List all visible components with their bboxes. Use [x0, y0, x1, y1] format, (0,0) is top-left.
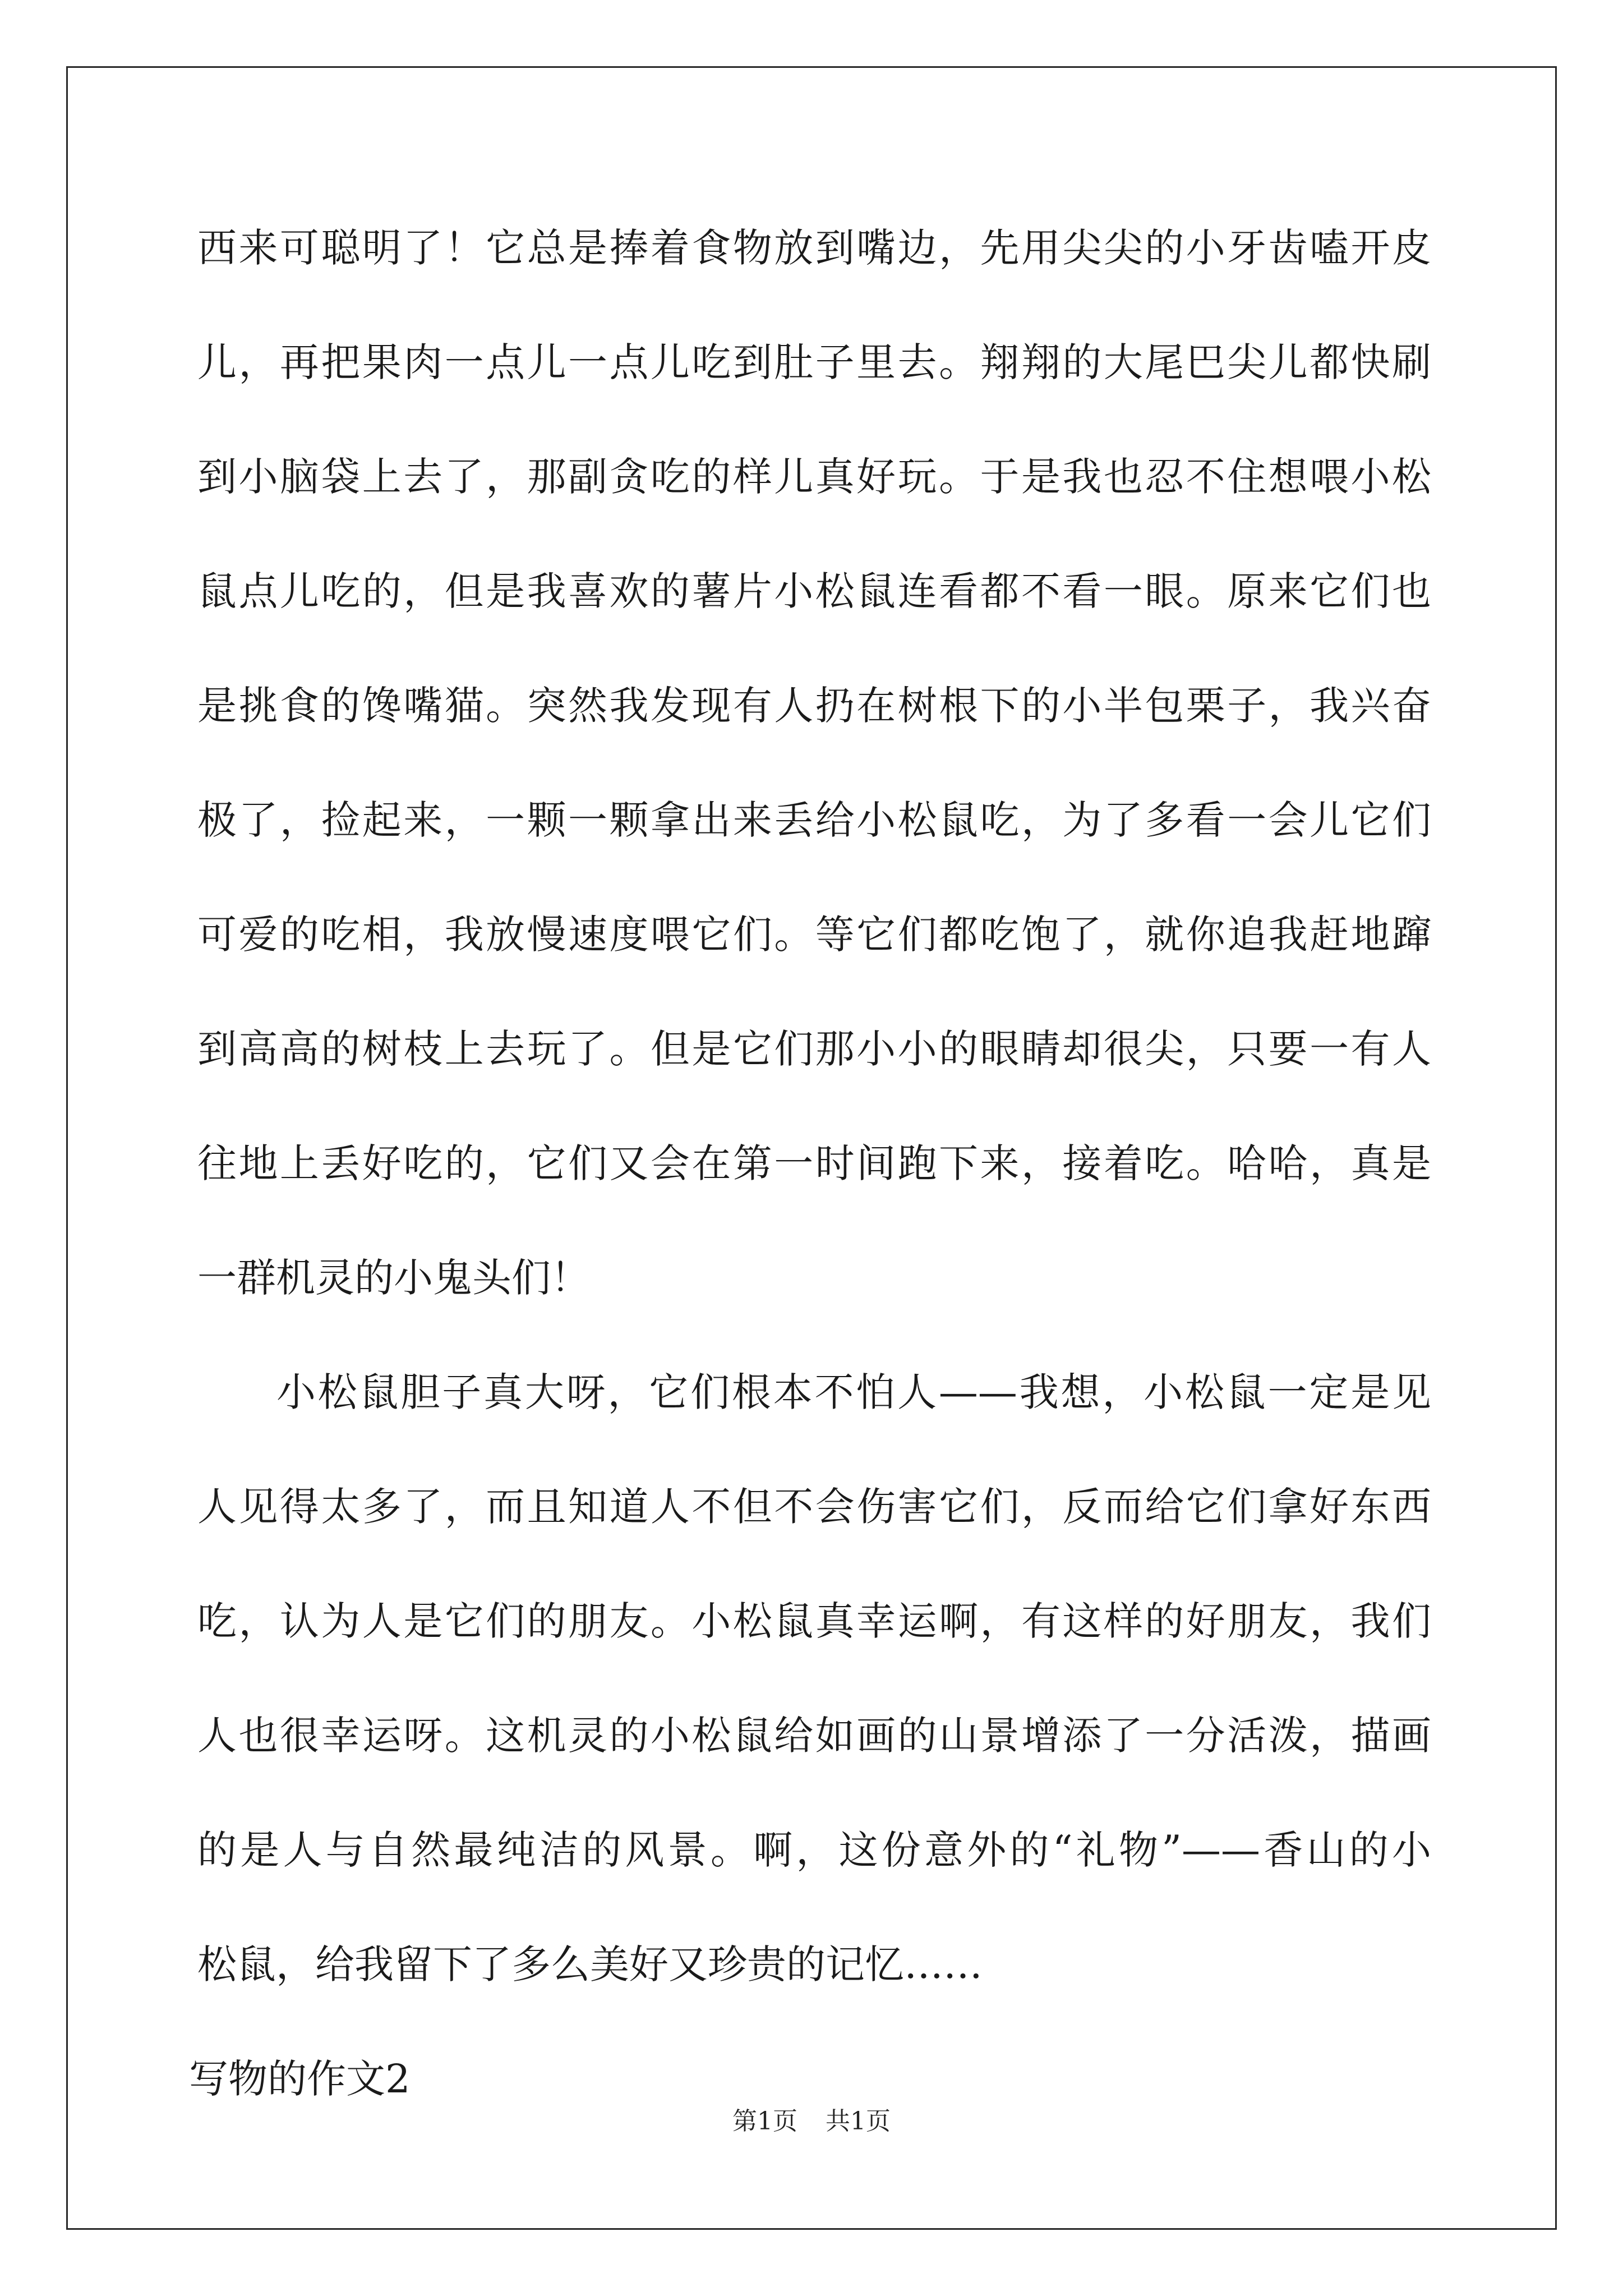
text-line: 西来可聪明了！它总是捧着食物放到嘴边，先用尖尖的小牙齿嗑开皮	[197, 225, 1431, 271]
text-line: 是挑食的馋嘴猫。突然我发现有人扔在树根下的小半包栗子，我兴奋	[197, 683, 1431, 729]
text-line: 人也很幸运呀。这机灵的小松鼠给如画的山景增添了一分活泼，描画	[197, 1713, 1431, 1759]
page-footer	[0, 2101, 1623, 2137]
text-line: 的是人与自然最纯洁的风景。啊，这份意外的“礼物”——香山的小	[197, 1827, 1431, 1873]
text-line: 可爱的吃相，我放慢速度喂它们。等它们都吃饱了，就你追我赶地蹿	[197, 912, 1431, 958]
text-line: 往地上丢好吃的，它们又会在第一时间跑下来，接着吃。哈哈，真是	[197, 1140, 1431, 1186]
text-line: 极了，捡起来，一颗一颗拿出来丢给小松鼠吃，为了多看一会儿它们	[197, 797, 1431, 843]
text-line: 吃，认为人是它们的朋友。小松鼠真幸运啊，有这样的好朋友，我们	[197, 1598, 1431, 1644]
text-line: 一群机灵的小鬼头们！	[197, 1255, 590, 1301]
document-body	[189, 209, 1431, 2154]
text-line: 鼠点儿吃的，但是我喜欢的薯片小松鼠连看都不看一眼。原来它们也	[197, 568, 1431, 614]
page-number: 第1页	[732, 2107, 797, 2136]
text-line: 到高高的树枝上去玩了。但是它们那小小的眼睛却很尖，只要一有人	[197, 1026, 1431, 1072]
text-line: 人见得太多了，而且知道人不但不会伤害它们，反而给它们拿好东西	[197, 1484, 1431, 1530]
paragraph-2	[197, 1353, 1431, 2040]
text-line: 小松鼠胆子真大呀，它们根本不怕人——我想，小松鼠一定是见	[276, 1369, 1431, 1415]
text-line: 到小脑袋上去了，那副贪吃的样儿真好玩。于是我也忍不住想喂小松	[197, 454, 1431, 500]
paragraph-1	[197, 209, 1431, 1353]
text-line: 松鼠，给我留下了多么美好又珍贵的记忆……	[197, 1941, 983, 1987]
page-total: 共1页	[826, 2107, 891, 2136]
text-line: 儿，再把果肉一点儿一点儿吃到肚子里去。翔翔的大尾巴尖儿都快刷	[197, 339, 1431, 385]
section-title: 写物的作文2	[189, 2056, 411, 2102]
